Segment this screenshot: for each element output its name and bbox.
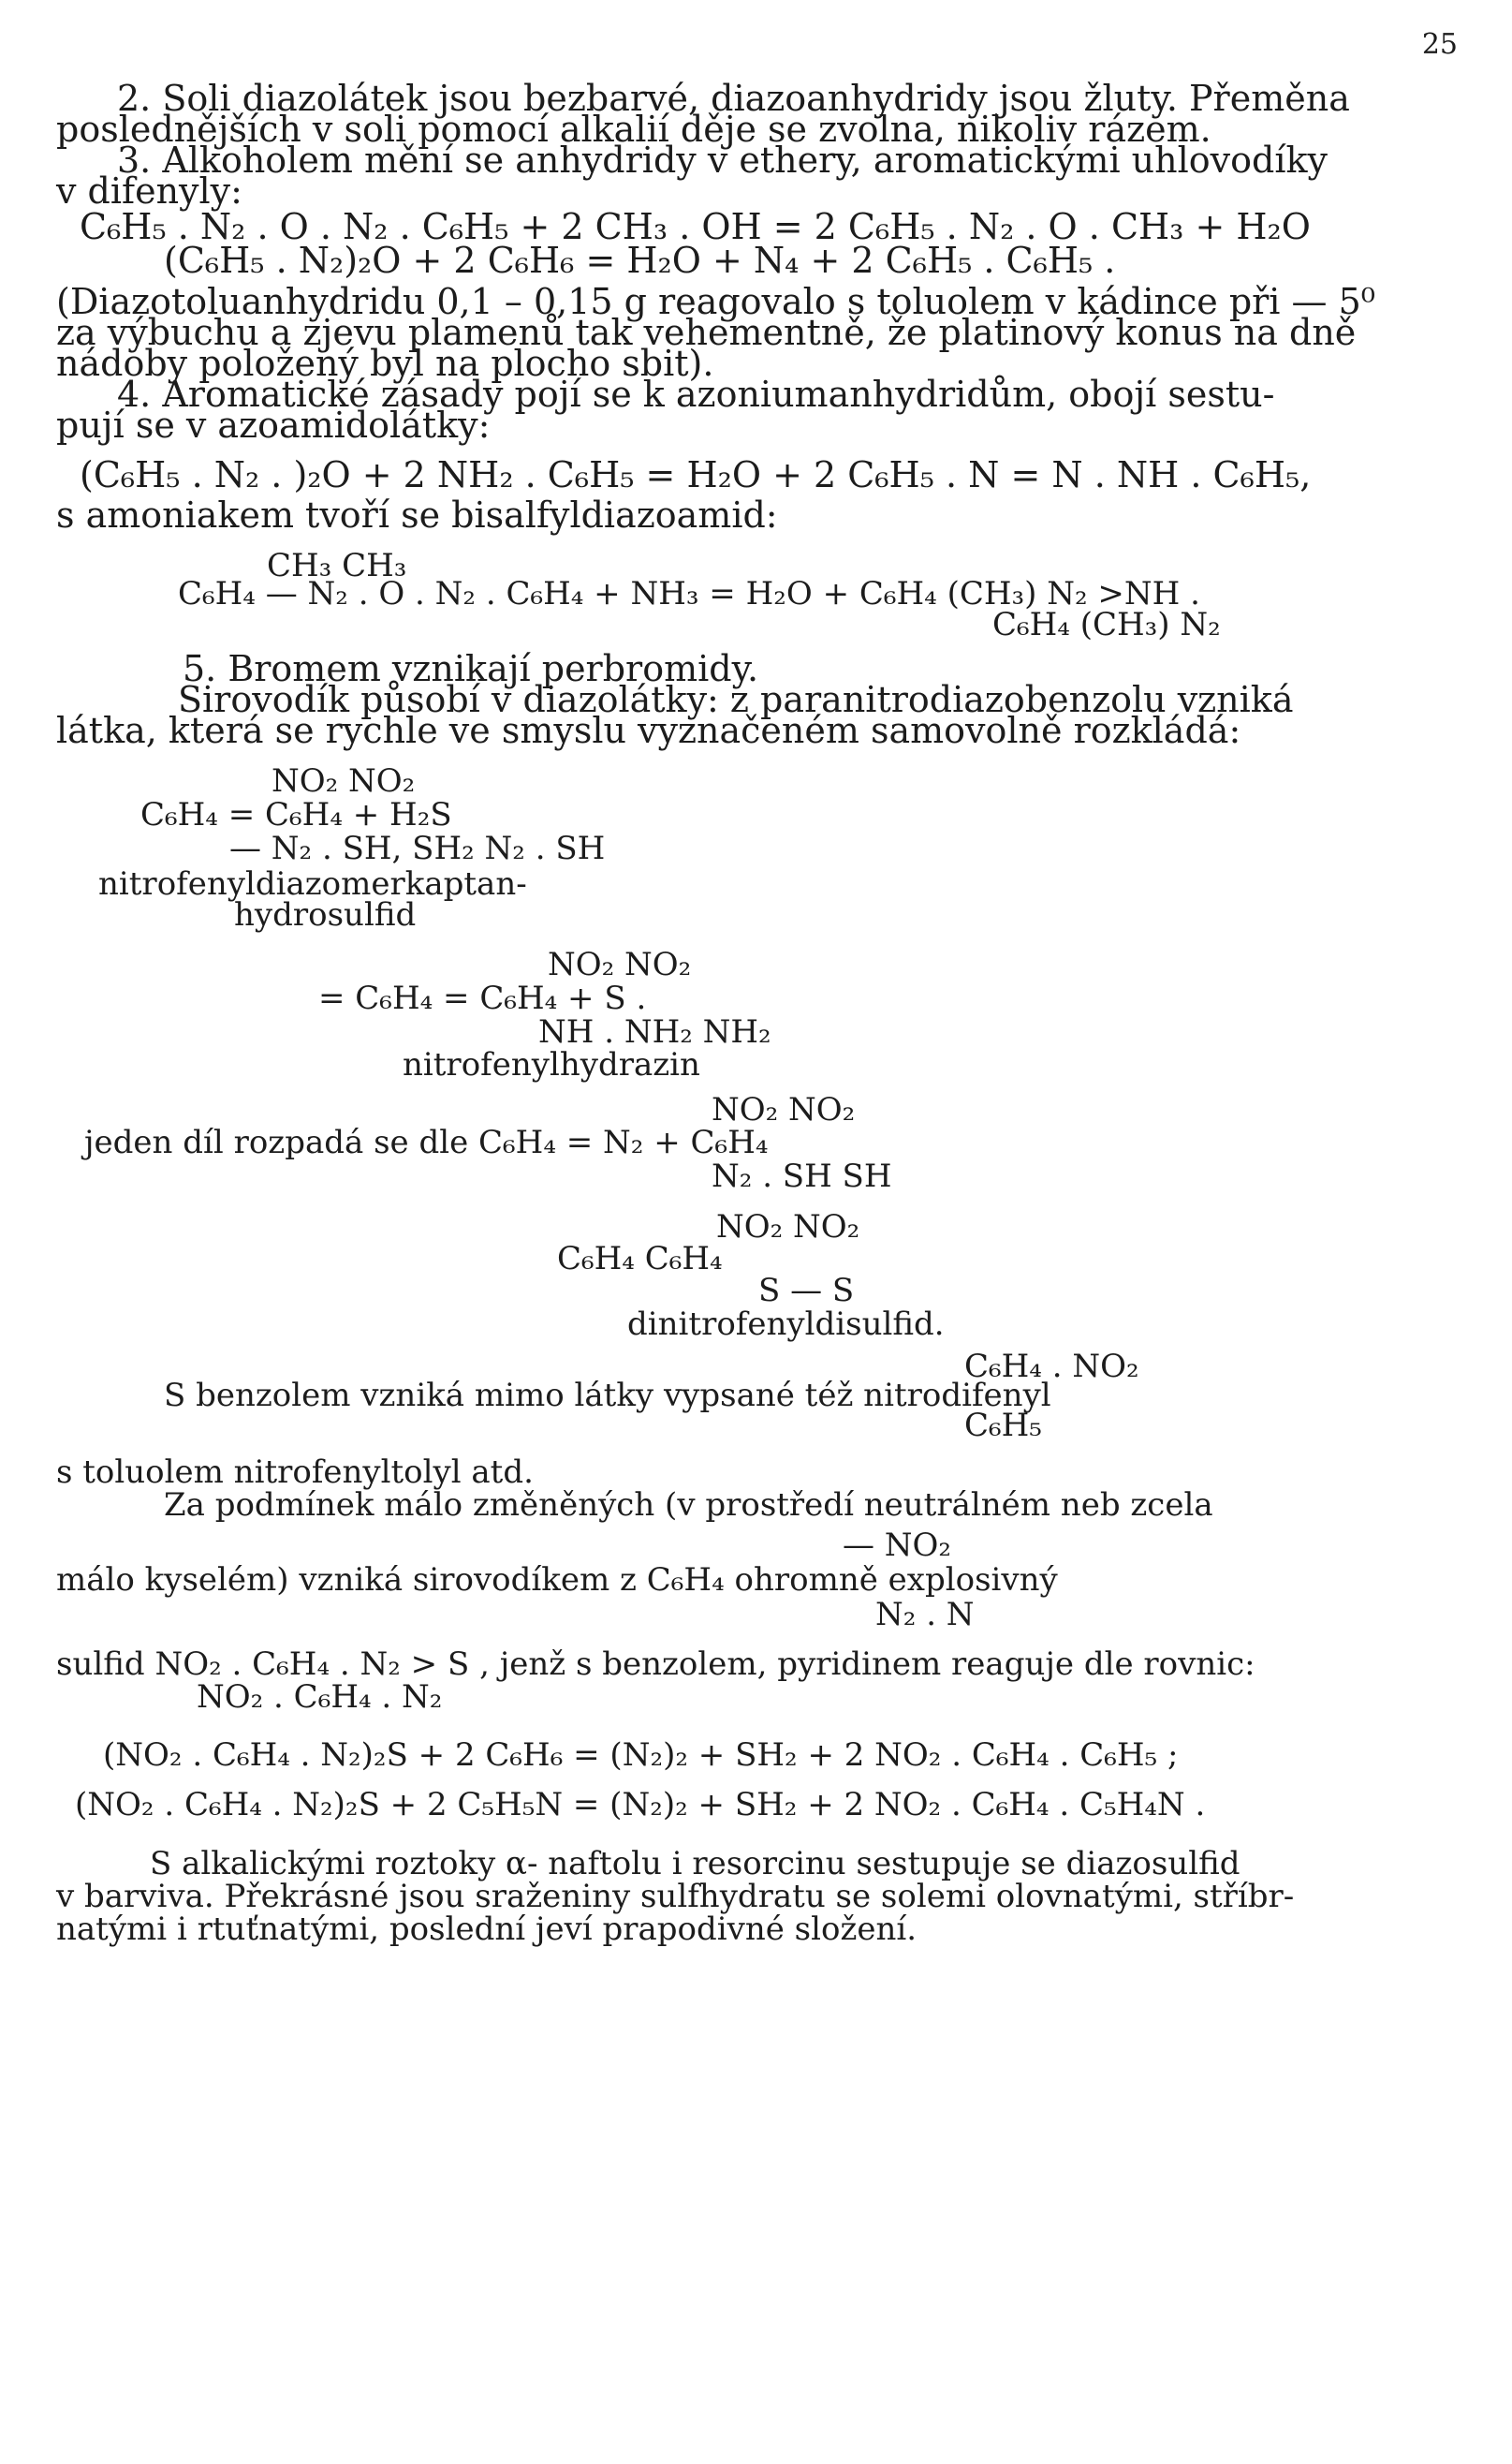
text-line: (Diazotoluanhydridu 0,1 – 0,15 g reagovalo s toluolem v kádince při — 5⁰ [56,281,1376,322]
formula-line: — NO₂ [843,1527,952,1564]
text-line: natými i rtuťnatými, poslední jeví prapodivné složení. [56,1911,917,1948]
text-line: za výbuchu a zjevu plamenů tak vehementně, že platinový konus na dně [56,312,1357,353]
formula-line: = C₆H₄ = C₆H₄ + S . [318,980,647,1017]
text-line: v difenyly: [56,170,242,212]
formula-line: N₂ . N [875,1596,975,1633]
formula-line: NO₂ NO₂ [272,762,416,800]
text-line: nádoby položený byl na plocho sbit). [56,343,714,384]
compound-label: nitrofenyldiazomerkaptan- [98,865,527,903]
formula-line: NH . NH₂ NH₂ [538,1013,771,1051]
text-line: s amoniakem tvoří se bisalfyldiazoamid: [56,494,778,536]
text-line: látka, která se rychle ve smyslu vyznačeném samovolně rozkládá: [56,710,1241,751]
formula-line: C₆H₄ (CH₃) N₂ [992,606,1221,643]
text-line: Sirovodík působí v diazolátky: z paranitrodiazobenzolu vzniká [178,679,1294,720]
equation-line: (C₆H₅ . N₂ . )₂O + 2 NH₂ . C₆H₅ = H₂O + 2 C₆H₅ . N = N . NH . C₆H₅, [80,454,1312,495]
formula-line: NO₂ NO₂ [712,1091,856,1129]
formula-line: N₂ . SH SH [712,1158,892,1195]
page-number: 25 [1421,28,1458,61]
compound-label: dinitrofenyldisulfid. [627,1306,945,1343]
formula-line: NO₂ NO₂ [548,946,692,983]
formula-line: jeden díl rozpadá se dle C₆H₄ = N₂ + C₆H₄ [84,1124,769,1161]
equation-line: (C₆H₅ . N₂)₂O + 2 C₆H₆ = H₂O + N₄ + 2 C₆H₅ . C₆H₅ . [164,240,1116,281]
text-line: málo kyselém) vzniká sirovodíkem z C₆H₄ ohromně explosivný [56,1561,1058,1599]
text-line: 5. Bromem vznikají perbromidy. [183,648,759,689]
formula-line: S — S [758,1272,855,1309]
text-line: S alkalickými roztoky α- naftolu i resorcinu sestupuje se diazosulfid [150,1845,1240,1882]
text-line: 4. Aromatické zásady pojí se k azoniumanhydridům, obojí sestu- [117,374,1275,415]
equation-line: (NO₂ . C₆H₄ . N₂)₂S + 2 C₆H₆ = (N₂)₂ + SH₂ + 2 NO₂ . C₆H₄ . C₆H₅ ; [103,1736,1179,1774]
formula-line: C₆H₅ [964,1407,1042,1444]
text-line: S benzolem vzniká mimo látky vypsané též nitrodifenyl [164,1377,1051,1414]
formula-line: NO₂ . C₆H₄ . N₂ [197,1678,443,1716]
equation-line: (NO₂ . C₆H₄ . N₂)₂S + 2 C₅H₅N = (N₂)₂ + SH₂ + 2 NO₂ . C₆H₄ . C₅H₄N . [75,1786,1206,1823]
text-line: 2. Soli diazolátek jsou bezbarvé, diazoanhydridy jsou žluty. Přeměna [117,78,1350,119]
equation-line: C₆H₅ . N₂ . O . N₂ . C₆H₅ + 2 CH₃ . OH = 2 C₆H₅ . N₂ . O . CH₃ + H₂O [80,206,1311,247]
text-line: pují se v azoamidolátky: [56,405,491,446]
compound-label: hydrosulfid [234,896,417,934]
formula-line: C₆H₄ . NO₂ [964,1348,1139,1385]
text-line: sulfid NO₂ . C₆H₄ . N₂ > S , jenž s benzolem, pyridinem reaguje dle rovnic: [56,1645,1255,1683]
formula-line: CH₃ CH₃ [267,547,407,584]
formula-line: NO₂ NO₂ [716,1208,860,1246]
text-line: v barviva. Překrásné jsou sraženiny sulfhydratu se solemi olovnatými, stříbr- [56,1878,1295,1915]
text-line: poslednějších v soli pomocí alkalií děje se zvolna, nikoliv rázem. [56,109,1211,150]
formula-line: C₆H₄ — N₂ . O . N₂ . C₆H₄ + NH₃ = H₂O + C₆H₄ (CH₃) N₂ >NH . [178,575,1200,612]
text-line: 3. Alkoholem mění se anhydridy v ethery, aromatickými uhlovodíky [117,140,1328,181]
formula-line: C₆H₄ C₆H₄ [557,1240,723,1277]
formula-line: C₆H₄ = C₆H₄ + H₂S [140,796,452,834]
text-line: s toluolem nitrofenyltolyl atd. [56,1453,534,1491]
compound-label: nitrofenylhydrazin [403,1046,700,1084]
text-line: Za podmínek málo změněných (v prostředí neutrálném neb zcela [164,1486,1213,1524]
formula-line: — N₂ . SH, SH₂ N₂ . SH [229,830,606,867]
